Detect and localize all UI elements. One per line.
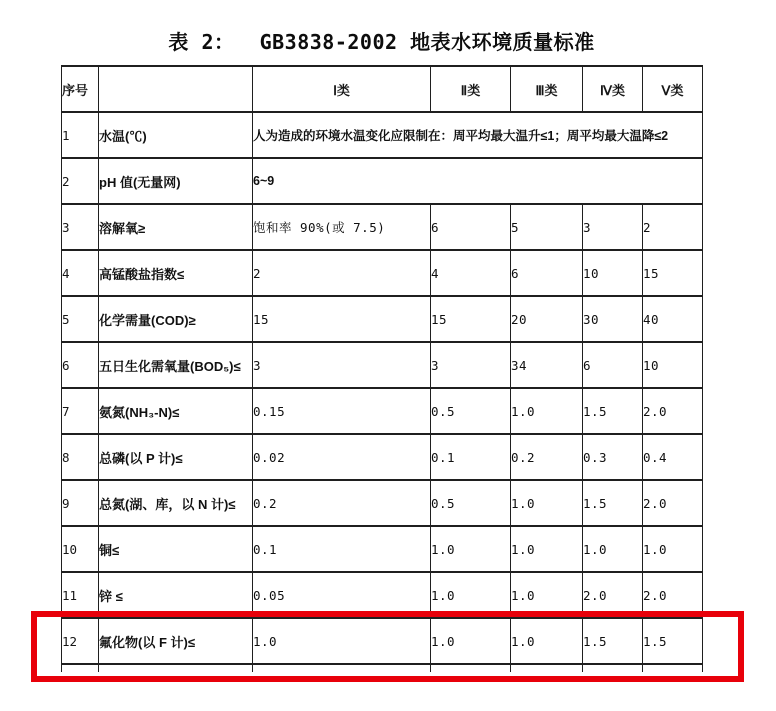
table-row <box>62 204 703 250</box>
row-value: 0.2 <box>511 434 583 480</box>
row-value: 6 <box>511 250 583 296</box>
row-value: 10 <box>583 250 643 296</box>
row-value: 6 <box>583 342 643 388</box>
table-container <box>61 65 706 672</box>
row-value: 2.0 <box>643 572 703 618</box>
row-value: 0.3 <box>583 434 643 480</box>
row-value: 34 <box>511 342 583 388</box>
row-value: 饱和率 90%(或 7.5) <box>253 204 431 250</box>
row-value: 1.5 <box>583 388 643 434</box>
row-seq: 7 <box>62 388 99 434</box>
row-merged-value: 人为造成的环境水温变化应限制在：周平均最大温升≤1；周平均最大温降≤2 <box>253 112 703 158</box>
row-param: 水温(℃) <box>99 112 253 158</box>
row-seq: 10 <box>62 526 99 572</box>
col-header-class3: Ⅲ类 <box>511 66 583 112</box>
row-value: 0.1 <box>253 526 431 572</box>
col-header-class5: Ⅴ类 <box>643 66 703 112</box>
row-value: 1.0 <box>583 526 643 572</box>
row-value: 0.15 <box>253 388 431 434</box>
row-param: 铜≤ <box>99 526 253 572</box>
col-header-param <box>99 66 253 112</box>
row-seq: 4 <box>62 250 99 296</box>
row-param: 氨氮(NH₃-N)≤ <box>99 388 253 434</box>
row-value: 3 <box>431 342 511 388</box>
row-value: 40 <box>643 296 703 342</box>
row-value: 1.0 <box>431 572 511 618</box>
col-header-seq: 序号 <box>62 66 99 112</box>
row-seq: 9 <box>62 480 99 526</box>
row-value: 1.0 <box>643 526 703 572</box>
row-value: 5 <box>511 204 583 250</box>
row-param: 化学需量(COD)≥ <box>99 296 253 342</box>
row-value: 2.0 <box>583 572 643 618</box>
row-value: 1.0 <box>511 480 583 526</box>
row-value: 1.5 <box>583 618 643 664</box>
table-row <box>62 112 703 158</box>
row-value: 0.2 <box>253 480 431 526</box>
row-value: 0.4 <box>643 434 703 480</box>
row-seq: 2 <box>62 158 99 204</box>
table-row <box>62 388 703 434</box>
table-row <box>62 342 703 388</box>
row-value: 0.02 <box>253 434 431 480</box>
row-value: 1.0 <box>431 526 511 572</box>
row-seq: 12 <box>62 618 99 664</box>
row-value: 0.05 <box>253 572 431 618</box>
row-value: 2.0 <box>643 388 703 434</box>
col-header-class1: Ⅰ类 <box>253 66 431 112</box>
row-value: 6 <box>431 204 511 250</box>
row-param: 溶解氧≥ <box>99 204 253 250</box>
row-value <box>583 664 643 672</box>
table-row <box>62 480 703 526</box>
row-param: 锌 ≤ <box>99 572 253 618</box>
table-row <box>62 526 703 572</box>
table-row-highlighted <box>62 618 703 664</box>
row-seq: 3 <box>62 204 99 250</box>
col-header-class2: Ⅱ类 <box>431 66 511 112</box>
row-value: 15 <box>431 296 511 342</box>
row-value: 0.5 <box>431 480 511 526</box>
row-merged-value: 6~9 <box>253 158 703 204</box>
row-value <box>431 664 511 672</box>
row-param: 五日生化需氧量(BOD₅)≤ <box>99 342 253 388</box>
col-header-class4: Ⅳ类 <box>583 66 643 112</box>
row-value: 1.0 <box>511 572 583 618</box>
row-value: 3 <box>583 204 643 250</box>
row-value: 1.0 <box>511 618 583 664</box>
table-row <box>62 296 703 342</box>
row-param <box>99 664 253 672</box>
row-value: 15 <box>253 296 431 342</box>
row-param: 总磷(以 P 计)≤ <box>99 434 253 480</box>
row-value: 15 <box>643 250 703 296</box>
table-row <box>62 158 703 204</box>
row-param: pH 值(无量网) <box>99 158 253 204</box>
row-seq: 8 <box>62 434 99 480</box>
row-value: 1.0 <box>253 618 431 664</box>
row-value: 1.5 <box>643 618 703 664</box>
row-value: 1.0 <box>511 388 583 434</box>
row-seq: 11 <box>62 572 99 618</box>
row-seq: 6 <box>62 342 99 388</box>
row-value: 20 <box>511 296 583 342</box>
page-title: 表 2： GB3838-2002 地表水环境质量标准 <box>168 30 595 54</box>
row-value: 2 <box>643 204 703 250</box>
row-seq <box>62 664 99 672</box>
row-value <box>253 664 431 672</box>
row-value: 1.0 <box>511 526 583 572</box>
row-value: 10 <box>643 342 703 388</box>
row-value: 1.5 <box>583 480 643 526</box>
row-param: 总氮(湖、库，以 N 计)≤ <box>99 480 253 526</box>
water-quality-table <box>61 65 703 672</box>
row-seq: 1 <box>62 112 99 158</box>
header-row <box>62 66 703 112</box>
row-value: 2.0 <box>643 480 703 526</box>
row-value: 3 <box>253 342 431 388</box>
table-row-truncated <box>62 664 703 672</box>
table-row <box>62 572 703 618</box>
row-value: 0.1 <box>431 434 511 480</box>
row-value: 4 <box>431 250 511 296</box>
row-value <box>643 664 703 672</box>
row-value: 0.5 <box>431 388 511 434</box>
table-row <box>62 250 703 296</box>
table-row <box>62 434 703 480</box>
row-value: 30 <box>583 296 643 342</box>
row-value: 1.0 <box>431 618 511 664</box>
row-param: 高锰酸盐指数≤ <box>99 250 253 296</box>
row-seq: 5 <box>62 296 99 342</box>
row-value <box>511 664 583 672</box>
row-param: 氟化物(以 F 计)≤ <box>99 618 253 664</box>
row-value: 2 <box>253 250 431 296</box>
